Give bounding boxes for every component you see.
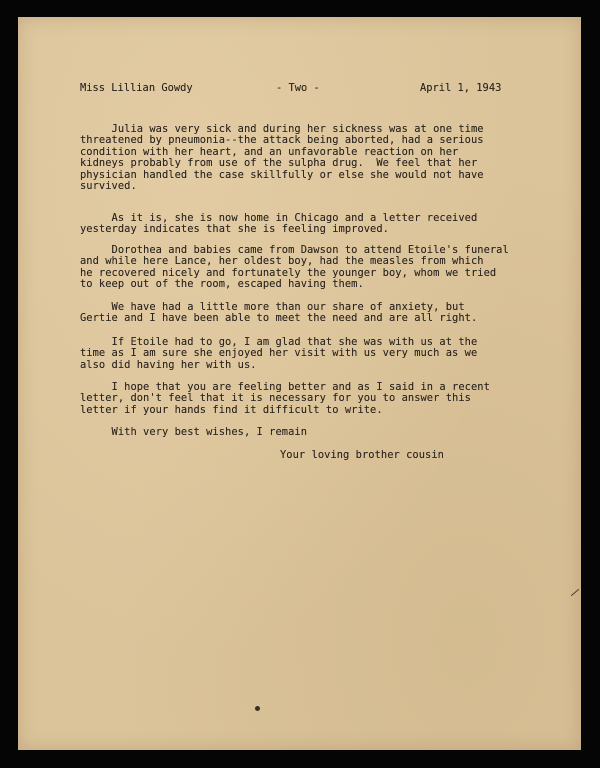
paragraph-anxiety: We have had a little more than our share of anxiety, but Gertie and I have been able to meet the need and are all right. [80, 301, 478, 325]
recipient-name: Miss Lillian Gowdy [80, 82, 193, 94]
paragraph-best-wishes: With very best wishes, I remain [80, 426, 308, 438]
paragraph-etoile: If Etoile had to go, I am glad that she was with us at the time as I am sure she enjoyed her visit with us very much as we also did having her with us. [80, 336, 478, 371]
paper-mark [255, 706, 260, 711]
paragraph-dorothea-visit: Dorothea and babies came from Dawson to attend Etoile's funeral and while here Lance, her oldest boy, had the measles from which he recovered nicely and fortunately the younger boy, whom we tried to keep out of the room, escaped having them. [80, 244, 509, 291]
paragraph-julia-illness: Julia was very sick and during her sickness was at one time threatened by pneumonia--the attack being aborted, had a serious condition with her heart, and an unfavorable reaction on her kidneys probably from use of the sulpha drug. We feel that her physician handled the case skillfully or else she would not have survived. [80, 123, 484, 193]
paragraph-feeling-better: I hope that you are feeling better and as I said in a recent letter, don't feel that it is necessary for you to answer this letter if your hands find it difficult to write. [80, 381, 490, 416]
page-number: - Two - [276, 82, 320, 94]
closing-signature: Your loving brother cousin [280, 449, 444, 461]
letter-date: April 1, 1943 [420, 82, 502, 94]
paragraph-home-chicago: As it is, she is now home in Chicago and a letter received yesterday indicates that she is feeling improved. [80, 212, 478, 236]
